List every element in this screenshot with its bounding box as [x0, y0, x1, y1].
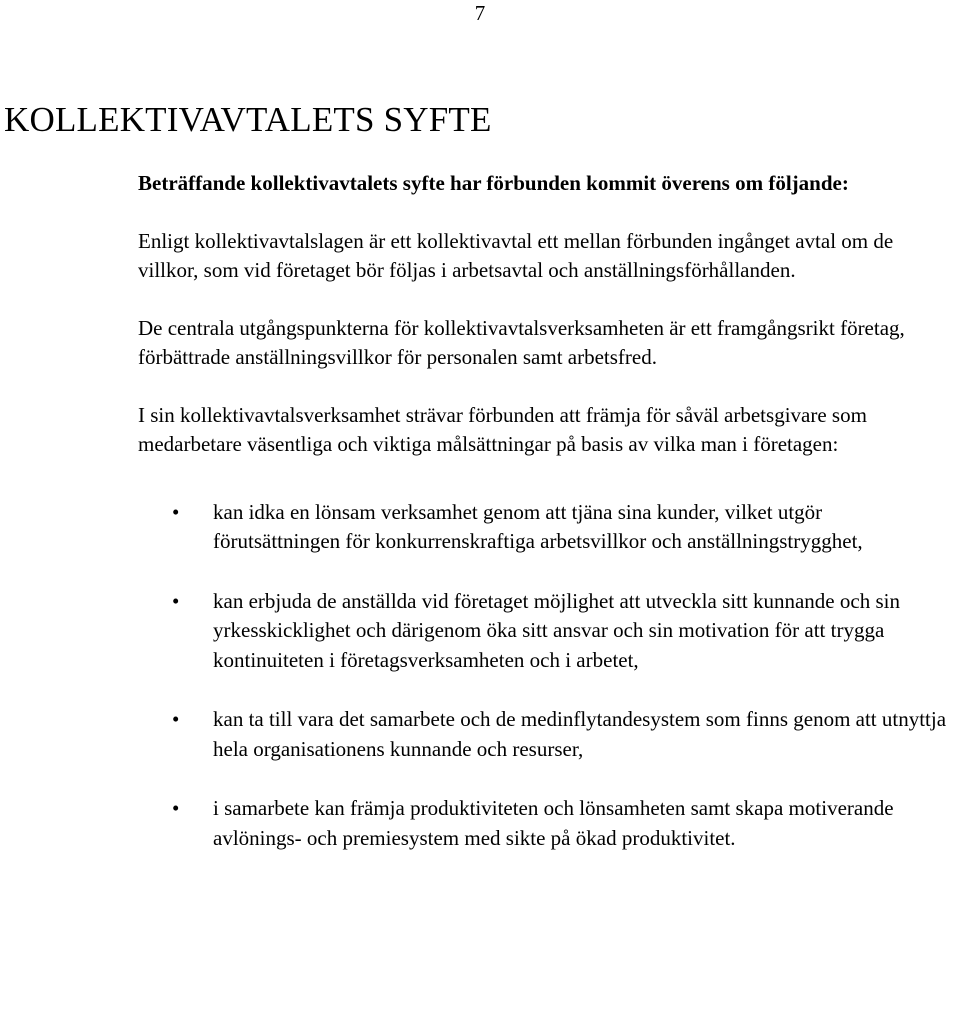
- list-item-text: kan ta till vara det samarbete och de medinflytandesystem som finns genom att utnyttja hela organisationens kunnande och resurser,: [213, 707, 947, 761]
- list-item-text: i samarbete kan främja produktiviteten och lönsamheten samt skapa motiverande avlönings- och premiesystem med sikte på ökad produktivitet.: [213, 796, 894, 850]
- paragraph-collective-agreement-law: Enligt kollektivavtalslagen är ett kollektivavtal ett mellan förbunden ingånget avtal om de villkor, som vid företaget bör följas i arbetsavtal och anställningsförhållanden.: [138, 228, 894, 282]
- page-title: KOLLEKTIVAVTALETS SYFTE: [4, 100, 492, 139]
- list-item-text: kan idka en lönsam verksamhet genom att tjäna sina kunder, vilket utgör förutsättningen för konkurrenskraftiga arbetsvillkor och anställningstrygghet,: [213, 499, 863, 553]
- list-item: [0, 587, 950, 676]
- objectives-list: [0, 498, 950, 854]
- paragraph-central-starting-points: De centrala utgångspunkterna för kollektivavtalsverksamheten är ett framgångsrikt företag, förbättrade anställningsvillkor för personalen samt arbetsfred.: [138, 315, 905, 369]
- bullet-icon: •: [172, 707, 180, 731]
- list-item: [0, 498, 950, 557]
- list-item: [0, 705, 950, 764]
- bullet-icon: •: [172, 588, 180, 613]
- bullet-icon: •: [172, 796, 180, 820]
- document-body: [138, 169, 950, 873]
- page-number: 7: [474, 1, 486, 25]
- list-item: [0, 794, 950, 853]
- intro-paragraph: Beträffande kollektivavtalets syfte har förbunden kommit överens om följande:: [138, 171, 849, 195]
- bullet-icon: •: [172, 499, 180, 524]
- list-item-text: kan erbjuda de anställda vid företaget möjlighet att utveckla sitt kunnande och sin yrkesskicklighet och därigenom öka sitt ansvar och sin motivation för att trygga kontinuiteten i företagsverksamheten och i arbetet,: [213, 588, 900, 672]
- paragraph-objectives: I sin kollektivavtalsverksamhet strävar förbunden att främja för såväl arbetsgivare som medarbetare väsentliga och viktiga målsättningar på basis av vilka man i företagen:: [138, 402, 867, 456]
